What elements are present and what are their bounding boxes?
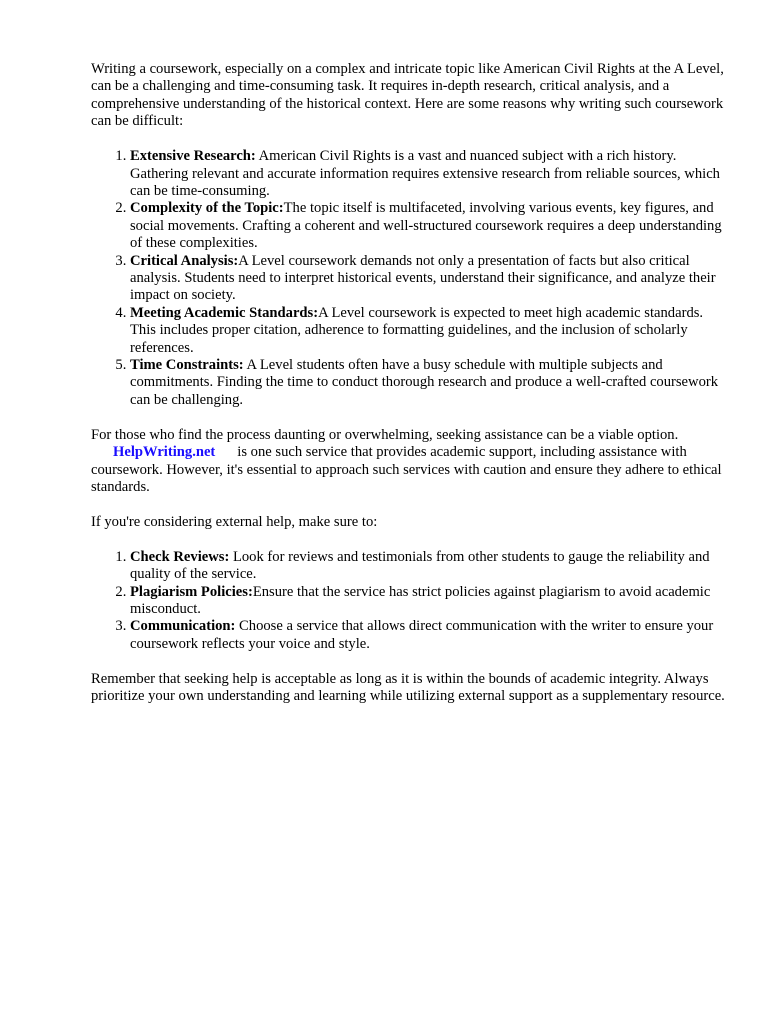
item-text: A Level students often have a busy schedule with multiple subjects and commitments. Finding the time to conduct thorough research and produce a well-crafted coursework can be challenging. [130,357,719,408]
assistance-paragraph [91,427,731,497]
helpwriting-link[interactable]: HelpWriting.net [113,444,216,461]
list-item [130,253,731,305]
closing-paragraph: Remember that seeking help is acceptable as long as it is within the bounds of academic integrity. Always prioritize your own understanding and learning while utilizing external support as a supplementary resource. [91,670,725,705]
assistance-text-after: is one such service that provides academic support, including assistance with coursework. However, it's essential to approach such services with caution and ensure they adhere to ethical standards. [91,444,722,495]
item-term: Complexity of the Topic: [130,200,284,217]
item-text: American Civil Rights is a vast and nuanced subject with a rich history. Gathering relevant and accurate information requires extensive research from reliable sources, which can be time-consuming. [130,148,720,199]
item-text: Choose a service that allows direct communication with the writer to ensure your coursework reflects your voice and style. [130,618,714,652]
item-term: Communication: [130,618,236,635]
item-text: A Level coursework is expected to meet high academic standards. This includes proper citation, adherence to formatting guidelines, and the inclusion of scholarly references. [130,304,704,356]
list-item [130,549,731,584]
list-item [130,305,731,357]
reasons-list [91,148,731,409]
list-item [130,148,731,200]
tips-list [91,549,731,653]
item-term: Critical Analysis: [130,252,239,269]
item-term: Check Reviews: [130,548,230,565]
list-item [130,584,731,619]
item-term: Extensive Research: [130,148,256,165]
item-text: The topic itself is multifaceted, involving various events, key figures, and social movements. Crafting a coherent and well-structured coursework requires a deep understanding of these complexities. [130,200,722,252]
item-term: Meeting Academic Standards: [130,304,319,321]
item-text: A Level coursework demands not only a presentation of facts but also critical analysis. Students need to interpret historical events, understand their significance, and analyze their impact on society. [130,252,716,304]
item-text: Ensure that the service has strict policies against plagiarism to avoid academic misconduct. [130,583,711,617]
list-item [130,618,731,653]
list-item [130,357,731,409]
item-text: Look for reviews and testimonials from other students to gauge the reliability and quality of the service. [130,548,710,583]
intro-paragraph: Writing a coursework, especially on a complex and intricate topic like American Civil Rights at the A Level, can be a challenging and time-consuming task. It requires in-depth research, critical analysis, and a comprehensive understanding of the historical context. Here are some reasons why writing such coursework can be difficult: [91,61,724,130]
document-page [91,61,731,723]
list-item [130,200,731,252]
item-term: Plagiarism Policies: [130,583,253,600]
item-term: Time Constraints: [130,357,244,373]
considering-paragraph: If you're considering external help, make sure to: [91,513,378,530]
assistance-text-before: For those who find the process daunting or overwhelming, seeking assistance can be a viable option. [91,426,679,443]
